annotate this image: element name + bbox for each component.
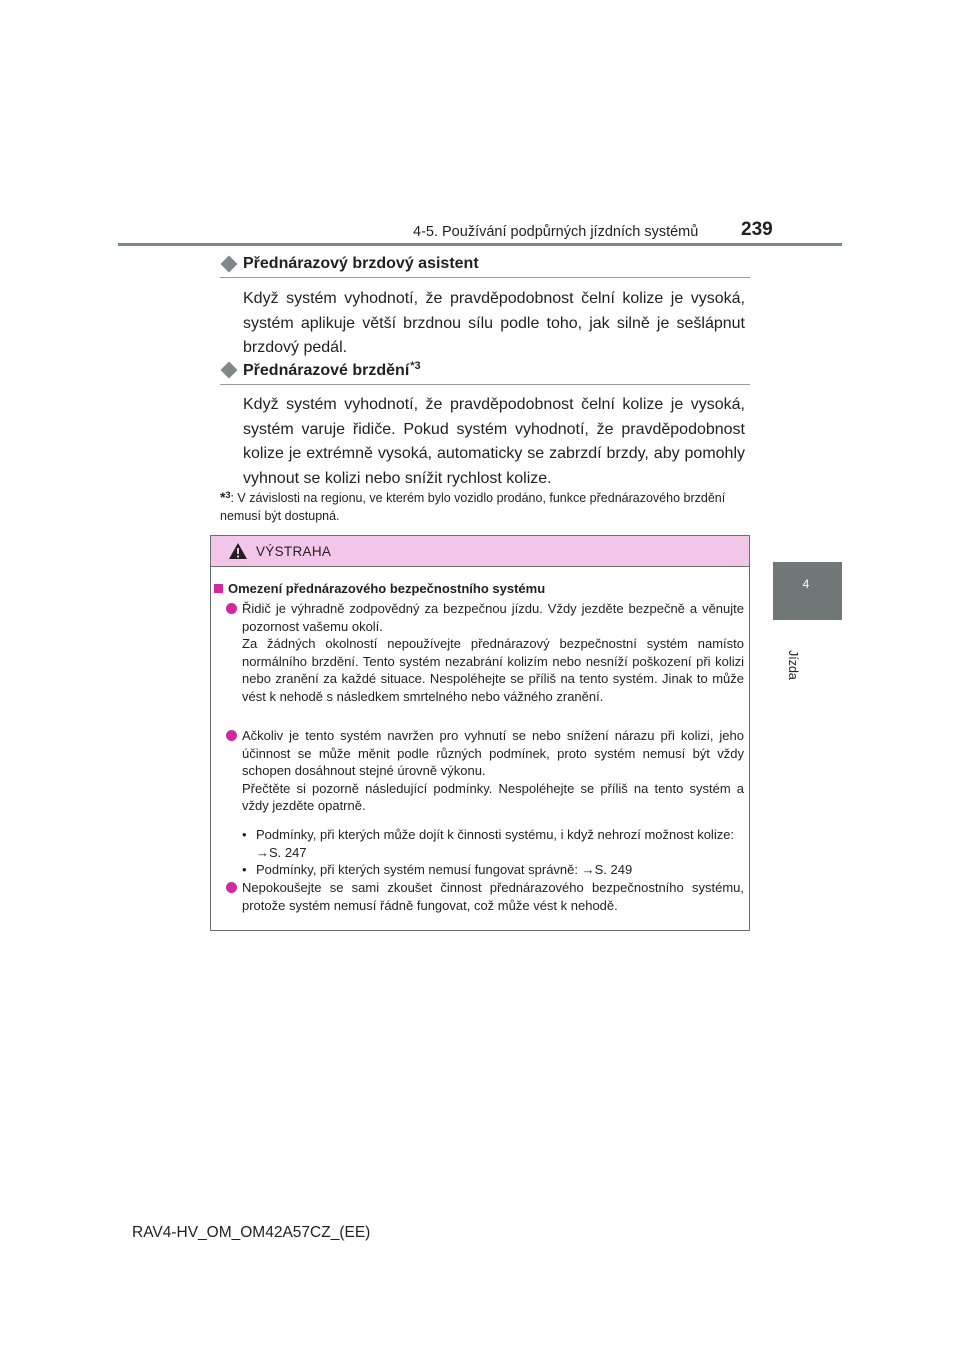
running-header: 4-5. Používání podpůrných jízdních systémů [413, 224, 699, 240]
section-heading-brake-assist [220, 253, 750, 275]
section-body: Když systém vyhodnotí, že pravděpodobnost čelní kolize je vysoká, systém varuje řidiče. Pokud systém vyhodnotí, že pravděpodobnost kolize je extrémně vysoká, automaticky se zabrzdí brzdy, aby pomohly vyhnout se kolizi nebo snížit rychlost kolize. [243, 396, 745, 487]
page-number: 239 [741, 219, 773, 240]
warning-item: Řidič je výhradně zodpovědný za bezpečnou jízdu. Vždy jezděte bezpečně a věnujte pozornost vašemu okolí. Za žádných okolností nepoužívejte přednárazový bezpečnostní systém namísto normálního brzdění. Tento systém nezabrání kolizím nebo nesníží poškození při kolizi nebo zranění za každé situace. Nespoléhejte se příliš na tento systém. Jinak to může vést k nehodě s následkem smrtelného nebo vážného zranění. [228, 600, 744, 706]
warning-box [210, 535, 750, 931]
footnote [220, 487, 745, 525]
section-title: Přednárazový brzdový asistent [243, 255, 479, 272]
footer-document-code: RAV4-HV_OM_OM42A57CZ_(EE) [132, 1224, 371, 1241]
diamond-bullet-icon [221, 362, 238, 379]
warning-label: VÝSTRAHA [256, 543, 332, 559]
section-body: Když systém vyhodnotí, že pravděpodobnost čelní kolize je vysoká, systém aplikuje větší brzdnou sílu podle toho, jak silně je sešlápnut brzdový pedál. [243, 290, 745, 356]
chapter-tab-label: Jízda [786, 650, 800, 680]
warning-item: Ačkoliv je tento systém navržen pro vyhnutí se nebo snížení nárazu při kolizi, jeho účinnost se může měnit podle různých podmínek, proto systém nemusí být vždy schopen dosáhnout stejné úrovně výkonu. Přečtěte si pozorně následující podmínky. Nespoléhejte se příliš na tento systém a vždy jezděte opatrně. [228, 727, 744, 815]
warning-item: Nepokoušejte se sami zkoušet činnost přednárazového bezpečnostního systému, protože systém nemusí řádně fungovat, což může vést k nehodě. [228, 879, 744, 914]
circle-bullet-icon [226, 730, 237, 741]
warning-header [211, 536, 749, 567]
section-rule [220, 277, 750, 278]
footnote-mark: *$^3$ [220, 489, 231, 505]
section-title: Přednárazové brzdění$^{*3}$ [243, 360, 421, 379]
chapter-tab-number: 4 [802, 577, 810, 591]
warning-subitem: • Podmínky, při kterých může dojít k činnosti systému, i když nehrozí možnost kolize: →S. 247 [242, 827, 735, 860]
section-heading-precollision-braking [220, 359, 750, 381]
header-rule [118, 243, 842, 246]
chapter-tab[interactable] [773, 562, 842, 620]
diamond-bullet-icon [221, 256, 238, 273]
circle-bullet-icon [226, 603, 237, 614]
circle-bullet-icon [226, 882, 237, 893]
warning-title: Omezení přednárazového bezpečnostního systému [214, 581, 545, 596]
footnote-ref[interactable]: *3 [410, 360, 421, 372]
footnote-text: : V závislosti na regionu, ve kterém bylo vozidlo prodáno, funkce přednárazového brzdění nemusí být dostupná. [220, 491, 726, 523]
section-rule [220, 384, 750, 385]
warning-triangle-icon [228, 542, 248, 560]
square-bullet-icon [214, 584, 223, 593]
warning-subitem: • Podmínky, při kterých systém nemusí fungovat správně: →S. 249 [242, 862, 633, 877]
